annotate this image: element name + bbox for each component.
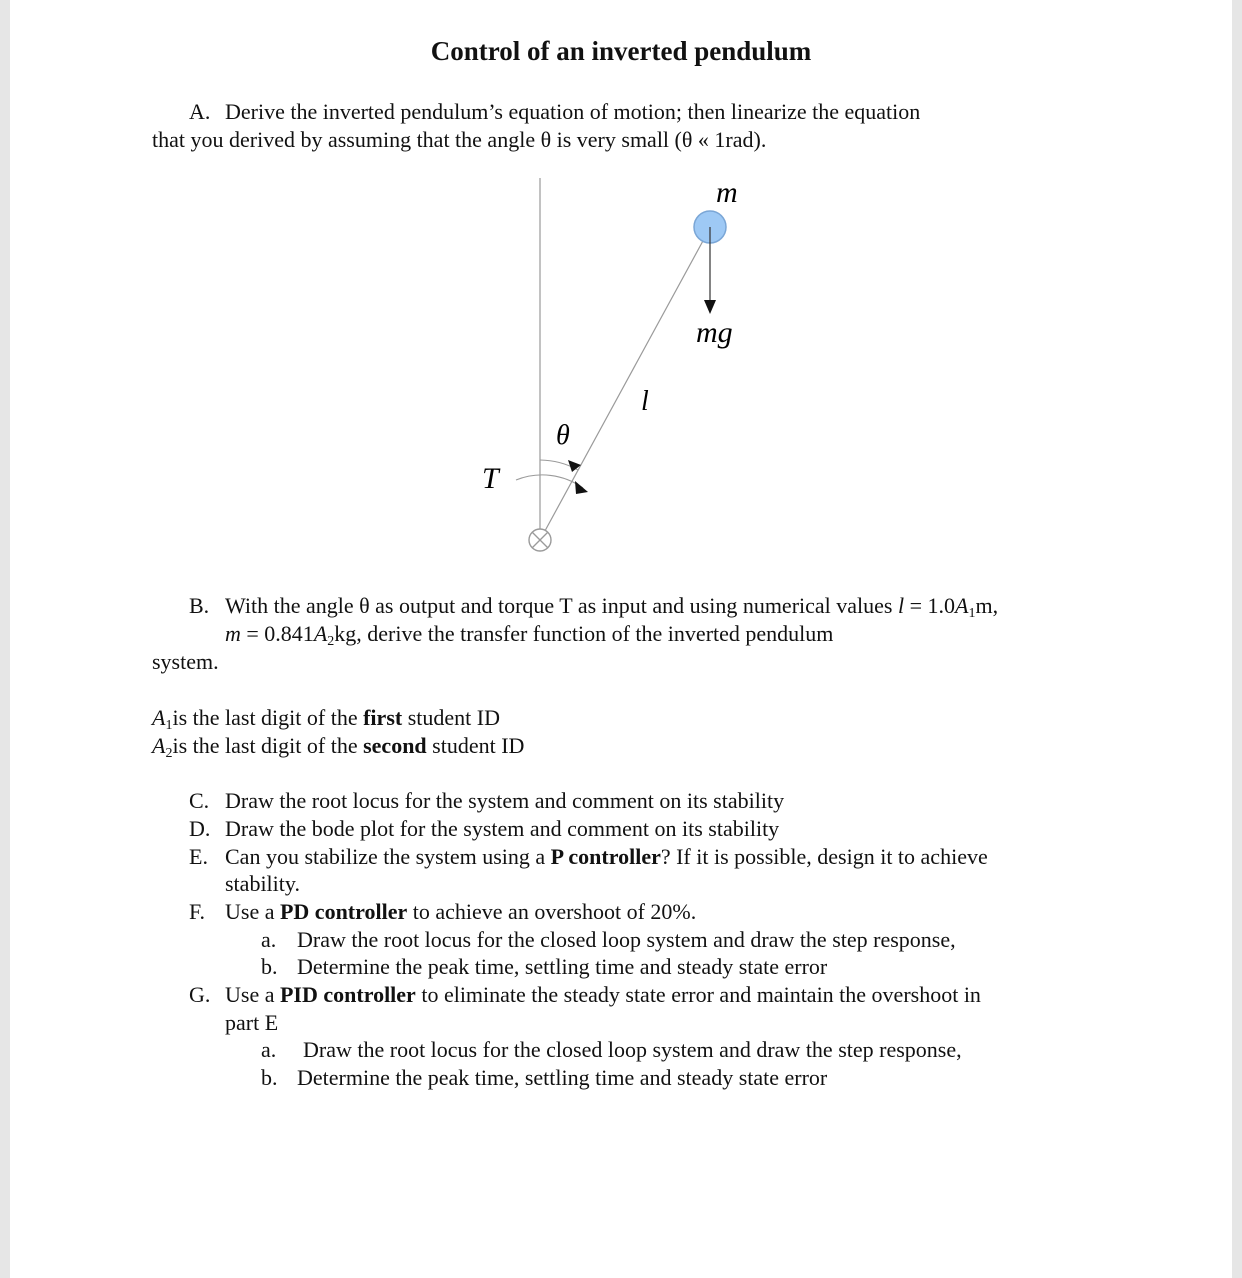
part-b-line-1 <box>225 592 998 620</box>
part-c-text: Draw the root locus for the system and comment on its stability <box>225 788 785 813</box>
part-e-pre: Can you stabilize the system using a <box>225 844 551 869</box>
pivot-icon <box>529 529 551 551</box>
part-f-pre: Use a <box>225 899 280 924</box>
part-c-marker: C. <box>189 788 210 813</box>
part-e-line-1 <box>225 843 988 871</box>
a1-def-post: student ID <box>402 705 500 730</box>
page-title: Control of an inverted pendulum <box>430 36 812 66</box>
a1-def-pre: is the last digit of the <box>172 705 364 730</box>
part-f-sub-b: Determine the peak time, settling time and steady state error <box>297 954 828 979</box>
length-equals: = 1.0 <box>904 593 956 618</box>
force-label: mg <box>696 316 733 349</box>
a2-definition <box>152 732 524 760</box>
part-f-sub-b-marker: b. <box>261 954 278 979</box>
part-g-line-1 <box>225 981 981 1009</box>
part-g-pre: Use a <box>225 982 280 1007</box>
part-g-sub-b: Determine the peak time, settling time and steady state error <box>297 1065 828 1090</box>
part-b-line-2 <box>225 620 833 648</box>
part-g-sub-b-marker: b. <box>261 1065 278 1090</box>
part-e-post: ? If it is possible, design it to achieve <box>660 844 988 869</box>
a2-def-symbol: A <box>152 733 166 758</box>
part-f-sub-a-marker: a. <box>261 927 277 952</box>
part-f-bold: PD controller <box>279 899 408 924</box>
part-f-post: to achieve an overshoot of 20%. <box>407 899 697 924</box>
a1-def-bold: first <box>363 705 403 730</box>
part-a-marker: A. <box>189 99 211 124</box>
pendulum-rod <box>540 228 710 540</box>
a1-subscript: 1 <box>968 606 976 621</box>
part-e-bold: P controller <box>550 844 661 869</box>
part-g-line-2: part E <box>225 1010 279 1035</box>
length-symbol: l <box>897 593 905 618</box>
part-g-marker: G. <box>189 982 211 1007</box>
part-g-sub-a: Draw the root locus for the closed loop system and draw the step response, <box>303 1037 962 1062</box>
torque-arc <box>516 475 583 488</box>
angle-label: θ <box>556 420 570 451</box>
mass-label: m <box>716 176 738 209</box>
part-a-line-1: Derive the inverted pendulum’s equation of motion; then linearize the equation <box>225 99 921 124</box>
mass-symbol: m <box>225 621 241 646</box>
length-unit: m, <box>975 593 999 618</box>
part-d-text: Draw the bode plot for the system and comment on its stability <box>225 816 780 841</box>
a1-symbol: A <box>955 593 969 618</box>
part-g-bold: PID controller <box>279 982 416 1007</box>
a1-def-subscript: 1 <box>165 718 173 733</box>
gravity-arrow-head <box>704 300 716 314</box>
a2-subscript: 2 <box>327 634 335 649</box>
part-f-marker: F. <box>189 899 205 924</box>
pendulum-diagram <box>460 170 780 570</box>
a1-definition <box>152 704 500 732</box>
part-e-marker: E. <box>189 844 208 869</box>
a2-def-bold: second <box>363 733 427 758</box>
part-g-sub-a-marker: a. <box>261 1037 277 1062</box>
part-f-line-1 <box>225 898 696 926</box>
a2-def-subscript: 2 <box>165 746 173 761</box>
mass-equals: = 0.841 <box>240 621 314 646</box>
part-b-line-3: system. <box>152 649 219 674</box>
part-f-sub-a: Draw the root locus for the closed loop system and draw the step response, <box>297 927 956 952</box>
torque-label: T <box>482 462 499 495</box>
a2-def-post: student ID <box>426 733 525 758</box>
part-a-line-2: that you derived by assuming that the angle θ is very small (θ « 1rad). <box>152 127 767 152</box>
part-b-line-1-text: With the angle θ as output and torque T as input and using numerical values <box>225 593 893 618</box>
part-b-marker: B. <box>189 593 210 618</box>
part-g-post: to eliminate the steady state error and maintain the overshoot in <box>415 982 981 1007</box>
a2-def-pre: is the last digit of the <box>172 733 364 758</box>
length-label: l <box>641 386 649 417</box>
torque-arrow-head <box>575 481 588 494</box>
part-d-marker: D. <box>189 816 211 841</box>
a1-def-symbol: A <box>152 705 166 730</box>
part-b-line-2-text: kg, derive the transfer function of the inverted pendulum <box>334 621 834 646</box>
part-e-line-2: stability. <box>225 871 300 896</box>
a2-symbol: A <box>313 621 328 646</box>
